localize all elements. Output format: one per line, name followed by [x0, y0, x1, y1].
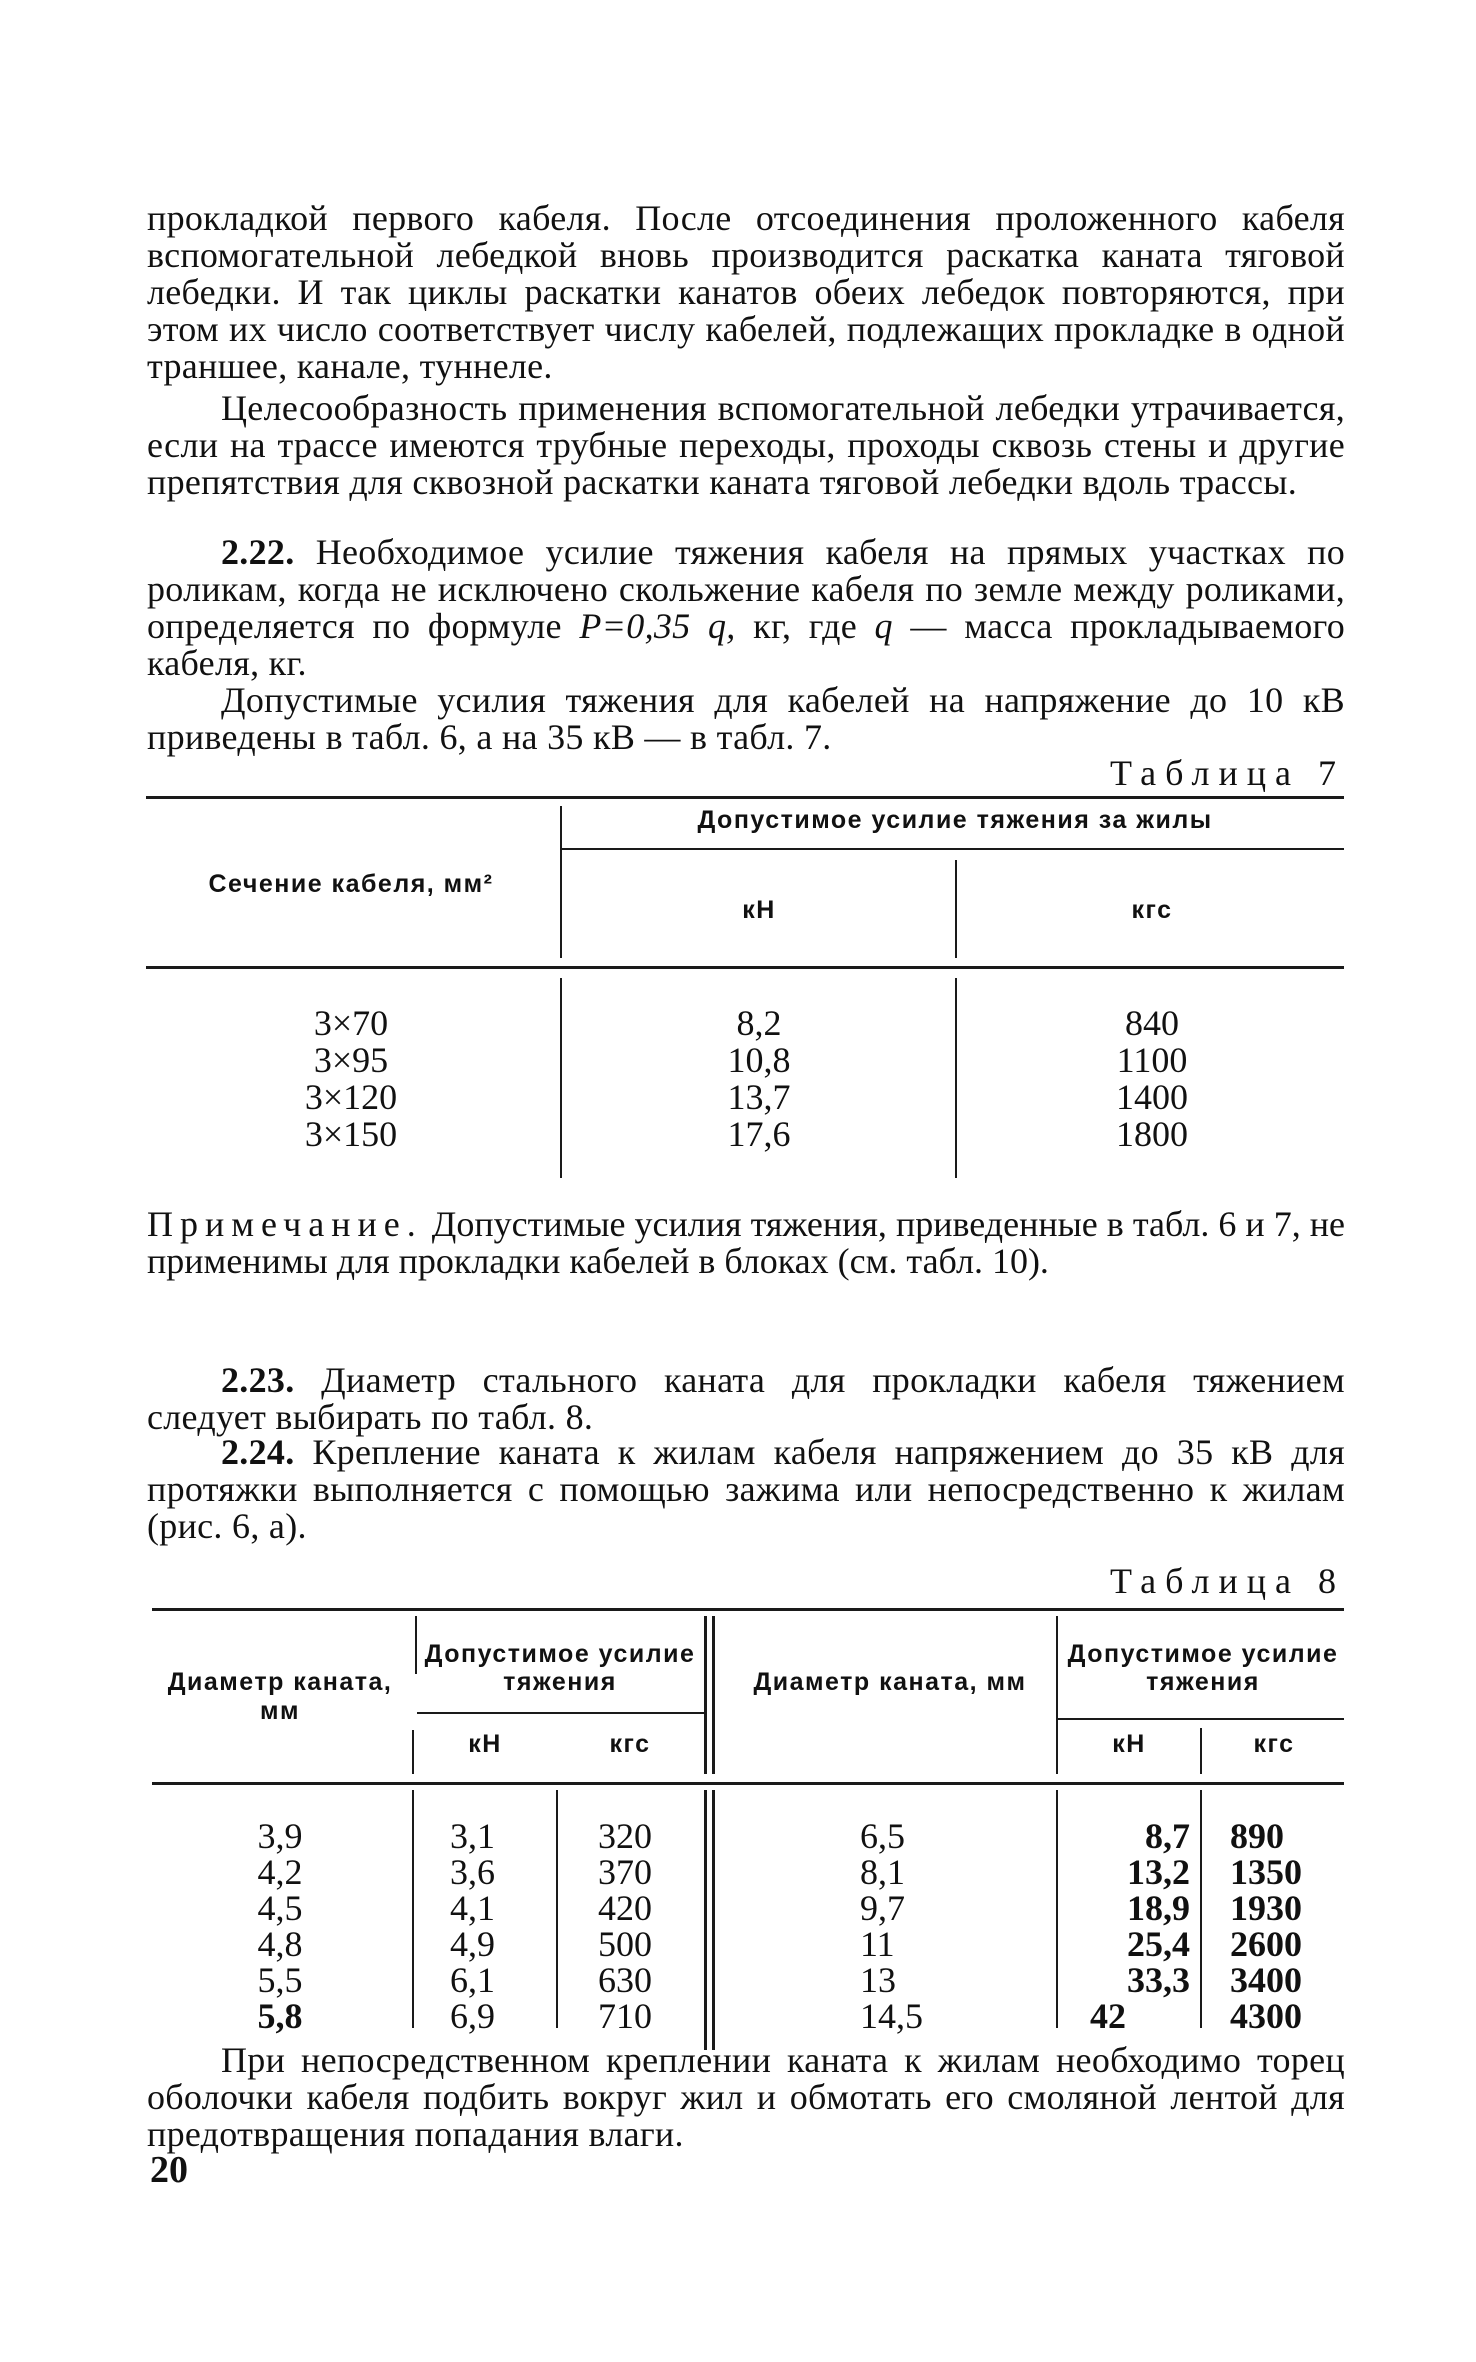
table8-body-divider-5 [1200, 1790, 1202, 2028]
table7-group-rule [562, 848, 1344, 850]
table8-cell: 13 [860, 1960, 896, 2000]
table8-cell: 710 [598, 1996, 652, 2036]
note-text: Допустимые усилия тяжения, приведенные в табл. 6 и 7, не применимы для прокладки кабелей в блоках (см. табл. 10). [147, 1204, 1346, 1281]
table8-cell: 6,9 [450, 1996, 495, 2036]
table8-header-kn-right: кН [1112, 1730, 1146, 1758]
table8-header-divider-3 [1056, 1616, 1058, 1774]
table8-cell: 320 [598, 1816, 652, 1856]
paragraph-direct-attachment: При непосредственном креплении каната к жилам необходимо торец оболочки кабеля подбить вокруг жил и обмотать его смоляной лентой для предотвращения попадания влаги. [147, 2040, 1345, 2154]
table7-cell: 1400 [1116, 1077, 1188, 1117]
table8-cell: 630 [598, 1960, 652, 2000]
table8-cell: 2600 [1230, 1924, 1302, 1964]
table8-right-group-rule [1058, 1718, 1344, 1720]
table8-header-group-left: Допустимое усилие тяжения [424, 1640, 696, 1696]
table8-cell: 8,7 [1145, 1816, 1190, 1856]
table8-cell: 890 [1230, 1816, 1284, 1856]
table7-caption: Таблица 7 [1110, 753, 1345, 793]
table8-cell: 4,5 [257, 1888, 303, 1928]
section-number: 2.22. [221, 532, 295, 572]
note-label: Примечание. [147, 1204, 423, 1244]
table7-cell: 840 [1125, 1003, 1179, 1043]
table8-header-subdivider [1200, 1728, 1202, 1774]
table8-column-diameter-right [860, 1818, 970, 2034]
table8-cell: 6,1 [450, 1960, 495, 2000]
table8-cell: 3,1 [450, 1816, 495, 1856]
table8-cell: 4,1 [450, 1888, 495, 1928]
table7-cell: 3×70 [313, 1003, 389, 1043]
table7-header-kn: кН [742, 896, 776, 924]
table8-caption: Таблица 8 [1110, 1561, 1345, 1601]
table8-cell: 370 [598, 1852, 652, 1892]
paragraph-2-24 [147, 1434, 1345, 1545]
table8-cell: 3,6 [450, 1852, 495, 1892]
table8-body-divider-3b [712, 1790, 715, 2050]
paragraph-2-22-text-c: — масса прокладываемого кабеля, кг. [147, 606, 1345, 683]
table8-header-divider-2a [704, 1616, 707, 1774]
table8-body-divider-1 [412, 1790, 414, 2028]
table8-column-diameter-left [240, 1818, 320, 2034]
table7-cell: 13,7 [727, 1077, 791, 1117]
table8-cell: 3400 [1230, 1960, 1302, 2000]
table8-cell: 33,3 [1127, 1960, 1190, 2000]
table8-body-divider-2 [556, 1790, 558, 2028]
table8-column-kgs-left [598, 1818, 688, 2034]
paragraph-2-24-text: Крепление каната к жилам кабеля напряжением до 35 кВ для протяжки выполняется с помощью зажима или непосредственно к жилам (рис. 6, а). [147, 1432, 1345, 1546]
table8-header-kgs-left: кгс [609, 1730, 651, 1758]
table8-header-kgs-right: кгс [1253, 1730, 1295, 1758]
table7-cell: 3×120 [304, 1077, 398, 1117]
table7-cell: 3×95 [313, 1040, 389, 1080]
table7-cell: 1800 [1116, 1114, 1188, 1154]
paragraph-auxiliary-winch: Целесообразность применения вспомогательной лебедки утрачивается, если на трассе имеются трубные переходы, проходы сквозь стены и другие препятствия для сквозной раскатки каната тяговой лебедки вдоль трассы. [147, 388, 1345, 502]
table7-top-rule [146, 796, 1344, 799]
formula: P=0,35 q, [579, 606, 736, 646]
table8-header-bottom-rule [152, 1782, 1344, 1785]
table7-header-section: Сечение кабеля, мм² [208, 870, 494, 898]
table7-cell: 3×150 [304, 1114, 398, 1154]
table8-cell: 18,9 [1127, 1888, 1190, 1928]
paragraph-permissible-forces: Допустимые усилия тяжения для кабелей на напряжение до 10 кВ приведены в табл. 6, а на 35 кВ — в табл. 7. [147, 680, 1345, 757]
table7-body-divider-2 [955, 978, 957, 1178]
table7-cell: 17,6 [727, 1114, 791, 1154]
table7-header-group: Допустимое усилие тяжения за жилы [697, 806, 1213, 834]
paragraph-2-23 [147, 1362, 1345, 1436]
paragraph-2-22-text-b: кг, где [753, 606, 857, 646]
table7-header-kgs: кгс [1131, 896, 1173, 924]
table8-header-diameter-left: Диаметр каната, мм [167, 1668, 393, 1725]
table8-header-kn-left: кН [468, 1730, 502, 1758]
table7-cell: 10,8 [727, 1040, 791, 1080]
table7-cell: 1100 [1116, 1040, 1188, 1080]
paragraph-2-23-text: Диаметр стального каната для прокладки кабеля тяжением следует выбирать по табл. 8. [147, 1360, 1345, 1437]
table8-cell: 1930 [1230, 1888, 1302, 1928]
table8-header-diameter-right: Диаметр каната, мм [753, 1668, 1027, 1696]
table8-header-divider-1b [412, 1730, 414, 1774]
table8-cell: 420 [598, 1888, 652, 1928]
page-number: 20 [150, 2149, 188, 2191]
table8-cell: 14,5 [860, 1996, 923, 2036]
table7-body-divider-1 [560, 978, 562, 1178]
table8-cell: 3,9 [257, 1816, 303, 1856]
table7-column-kgs [960, 1005, 1344, 1153]
table8-body-divider-3a [704, 1790, 707, 2050]
table8-header-divider-1 [415, 1616, 417, 1674]
table8-body-divider-4 [1056, 1790, 1058, 2028]
table8-cell: 6,5 [860, 1816, 905, 1856]
paragraph-2-22-text-a: Необходимое усилие тяжения кабеля на прямых участках по роликам, когда не исключено скольжение кабеля по земле между роликами, определяется по формуле [147, 532, 1345, 646]
table8-cell: 5,5 [257, 1960, 303, 2000]
table8-cell: 42 [1090, 1996, 1126, 2036]
table7-note [147, 1206, 1345, 1280]
table7-column-section [146, 1005, 556, 1153]
table8-cell: 8,1 [860, 1852, 905, 1892]
table8-cell: 5,8 [257, 1996, 303, 2036]
table8-top-rule [152, 1608, 1344, 1611]
table8-cell: 4,9 [450, 1924, 495, 1964]
table8-cell: 500 [598, 1924, 652, 1964]
table8-header-divider-2b [712, 1616, 715, 1774]
table7-header-subdivider [955, 860, 957, 958]
table8-cell: 25,4 [1127, 1924, 1190, 1964]
paragraph-2-22 [147, 534, 1345, 682]
table8-cell: 1350 [1230, 1852, 1302, 1892]
paragraph-continuation: прокладкой первого кабеля. После отсоединения проложенного кабеля вспомогательной лебедкой вновь производится раскатка каната тяговой лебедки. И так циклы раскатки канатов обеих лебедок повторяются, при этом их число соответствует числу кабелей, подлежащих прокладке в одной траншее, канале, туннеле. [147, 198, 1345, 386]
table8-cell: 13,2 [1127, 1852, 1190, 1892]
table8-cell: 4,8 [257, 1924, 303, 1964]
table8-column-kn-right [1080, 1818, 1190, 2034]
formula-variable: q [874, 606, 893, 646]
table8-column-kn-left [450, 1818, 540, 2034]
table7-header-divider [560, 806, 562, 958]
table8-header-group-right: Допустимое усилие тяжения [1067, 1640, 1339, 1696]
table8-column-kgs-right [1230, 1818, 1340, 2034]
table8-cell: 4,2 [257, 1852, 303, 1892]
section-number: 2.24. [221, 1432, 295, 1472]
section-number: 2.23. [221, 1360, 295, 1400]
table8-left-group-rule [417, 1712, 704, 1714]
table8-cell: 4300 [1230, 1996, 1302, 2036]
table8-cell: 11 [860, 1924, 895, 1964]
table8-cell: 9,7 [860, 1888, 905, 1928]
table7-cell: 8,2 [736, 1003, 782, 1043]
table7-column-kn [565, 1005, 953, 1153]
table7-header-bottom-rule [146, 966, 1344, 969]
